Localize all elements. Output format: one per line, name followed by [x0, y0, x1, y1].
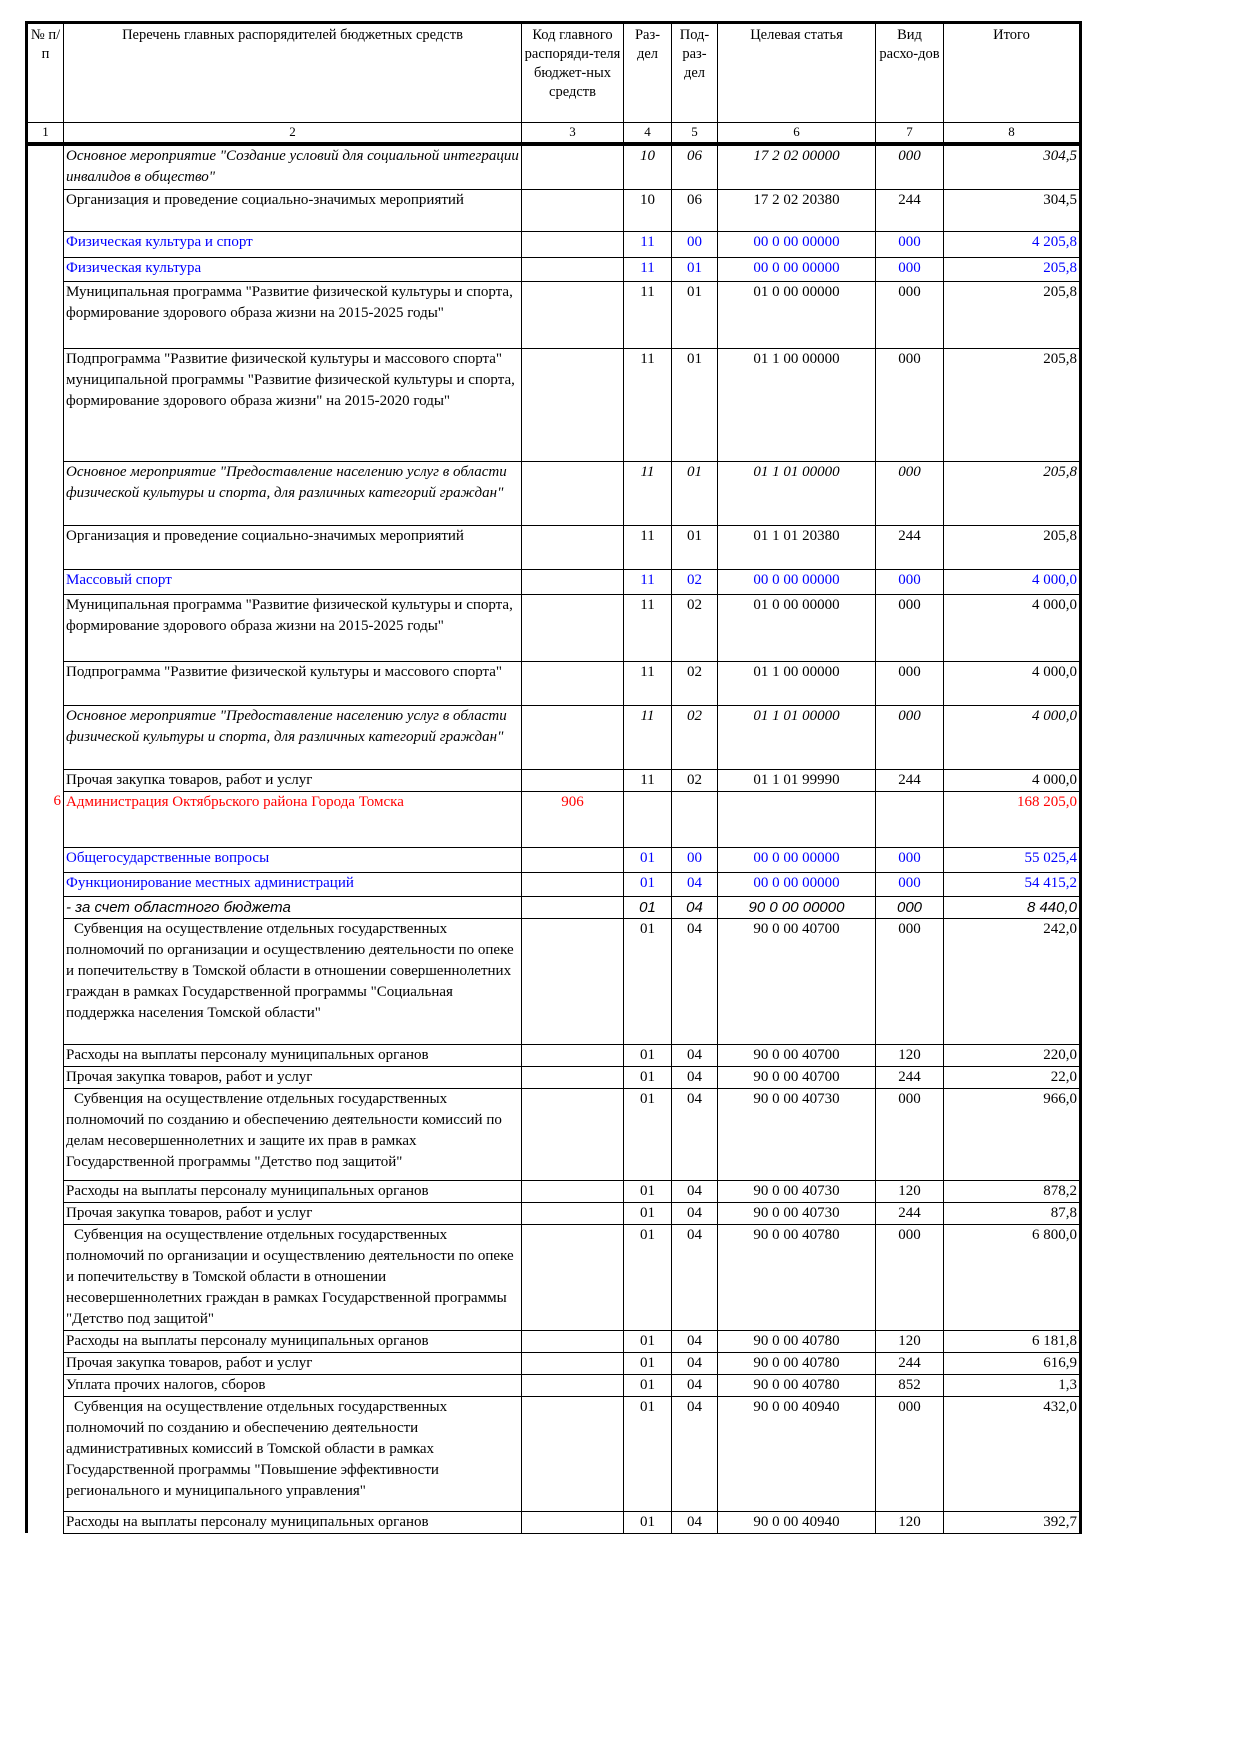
row-vid: 244: [876, 189, 944, 231]
row-razdel: 01: [624, 1224, 672, 1330]
row-number: [27, 461, 64, 525]
row-vid: 000: [876, 918, 944, 1044]
table-row: [27, 1088, 1081, 1180]
row-podrazdel: 06: [672, 144, 718, 189]
row-vid: 120: [876, 1044, 944, 1066]
row-razdel: 01: [624, 1511, 672, 1533]
row-razdel: 01: [624, 872, 672, 896]
row-podrazdel: 04: [672, 1066, 718, 1088]
row-razdel: 11: [624, 257, 672, 281]
row-code: [522, 525, 624, 569]
row-total: 1,3: [944, 1374, 1081, 1396]
row-target: 90 0 00 40780: [718, 1352, 876, 1374]
table-row: [27, 769, 1081, 791]
row-target: 90 0 00 40700: [718, 1044, 876, 1066]
row-razdel: 10: [624, 189, 672, 231]
row-total: 4 000,0: [944, 705, 1081, 769]
row-podrazdel: 04: [672, 1180, 718, 1202]
row-code: [522, 1396, 624, 1511]
row-code: [522, 461, 624, 525]
row-name: Администрация Октябрьского района Города Томска: [64, 791, 522, 847]
row-target: [718, 791, 876, 847]
row-vid: 120: [876, 1330, 944, 1352]
row-vid: 852: [876, 1374, 944, 1396]
row-name: Субвенция на осуществление отдельных государственных полномочий по организации и осуществлению деятельности по опеке и попечительству в Томской области в отношении несовершеннолетних граждан в рамках Государственной программы "Детство под защитой": [64, 1224, 522, 1330]
row-razdel: 11: [624, 525, 672, 569]
table-row: [27, 661, 1081, 705]
column-number: 6: [718, 123, 876, 145]
row-vid: 000: [876, 348, 944, 461]
row-podrazdel: 01: [672, 257, 718, 281]
row-target: 01 0 00 00000: [718, 281, 876, 348]
row-target: 90 0 00 40730: [718, 1202, 876, 1224]
row-total: 54 415,2: [944, 872, 1081, 896]
table-row: [27, 569, 1081, 594]
row-number: [27, 661, 64, 705]
row-name: Подпрограмма "Развитие физической культуры и массового спорта" муниципальной программы "Развитие физической культуры и спорта, формирование здорового образа жизни" на 2015-2020 годы": [64, 348, 522, 461]
row-total: 205,8: [944, 257, 1081, 281]
row-total: 4 000,0: [944, 569, 1081, 594]
row-target: 00 0 00 00000: [718, 569, 876, 594]
row-target: 90 0 00 40940: [718, 1396, 876, 1511]
column-number-row: [27, 123, 1081, 145]
row-total: 8 440,0: [944, 896, 1081, 918]
row-number: [27, 144, 64, 189]
row-podrazdel: 06: [672, 189, 718, 231]
table-row: [27, 896, 1081, 918]
row-name: Субвенция на осуществление отдельных государственных полномочий по организации и осуществлению деятельности по опеке и попечительству в Томской области в отношении совершеннолетних граждан в рамках Государственной программы "Социальная поддержка населения Томской области": [64, 918, 522, 1044]
row-name: Массовый спорт: [64, 569, 522, 594]
row-code: [522, 1224, 624, 1330]
row-number: [27, 1396, 64, 1511]
row-target: 90 0 00 40780: [718, 1224, 876, 1330]
row-number: [27, 1180, 64, 1202]
row-target: 17 2 02 20380: [718, 189, 876, 231]
row-code: [522, 144, 624, 189]
row-podrazdel: 00: [672, 847, 718, 872]
table-row: [27, 348, 1081, 461]
row-razdel: 01: [624, 896, 672, 918]
row-vid: 120: [876, 1180, 944, 1202]
row-vid: 000: [876, 1224, 944, 1330]
row-razdel: 01: [624, 1374, 672, 1396]
column-number: 4: [624, 123, 672, 145]
row-number: [27, 231, 64, 257]
row-total: 432,0: [944, 1396, 1081, 1511]
row-name: Организация и проведение социально-значимых мероприятий: [64, 525, 522, 569]
row-number: [27, 1044, 64, 1066]
column-number: 7: [876, 123, 944, 145]
table-row: [27, 189, 1081, 231]
row-podrazdel: 04: [672, 872, 718, 896]
row-code: [522, 1180, 624, 1202]
row-number: [27, 189, 64, 231]
row-name: Организация и проведение социально-значимых мероприятий: [64, 189, 522, 231]
row-number: [27, 569, 64, 594]
row-name: Муниципальная программа "Развитие физической культуры и спорта, формирование здорового образа жизни на 2015-2025 годы": [64, 281, 522, 348]
row-number: [27, 1374, 64, 1396]
row-target: 00 0 00 00000: [718, 872, 876, 896]
row-target: 01 1 00 00000: [718, 661, 876, 705]
row-number: [27, 1511, 64, 1533]
row-name: Муниципальная программа "Развитие физической культуры и спорта, формирование здорового образа жизни на 2015-2025 годы": [64, 594, 522, 661]
row-podrazdel: [672, 791, 718, 847]
table-row: [27, 791, 1081, 847]
row-podrazdel: 04: [672, 1044, 718, 1066]
row-code: [522, 1066, 624, 1088]
row-vid: 000: [876, 896, 944, 918]
row-vid: 000: [876, 661, 944, 705]
row-vid: 120: [876, 1511, 944, 1533]
row-target: 01 1 01 20380: [718, 525, 876, 569]
row-podrazdel: 01: [672, 525, 718, 569]
row-total: 220,0: [944, 1044, 1081, 1066]
table-row: [27, 705, 1081, 769]
table-row: [27, 1330, 1081, 1352]
row-total: 6 800,0: [944, 1224, 1081, 1330]
header-vid: Вид расхо-дов: [876, 23, 944, 123]
column-number: 3: [522, 123, 624, 145]
row-total: 168 205,0: [944, 791, 1081, 847]
table-header: [27, 23, 1081, 145]
row-code: 906: [522, 791, 624, 847]
column-number: 5: [672, 123, 718, 145]
table-row: [27, 1044, 1081, 1066]
row-name: Субвенция на осуществление отдельных государственных полномочий по созданию и обеспечению деятельности административных комиссий в Томской области в рамках Государственной программы "Повышение эффективности регионального и муниципального управления": [64, 1396, 522, 1511]
row-podrazdel: 02: [672, 705, 718, 769]
table-row: [27, 257, 1081, 281]
header-name: Перечень главных распорядителей бюджетных средств: [64, 23, 522, 123]
row-razdel: 01: [624, 1202, 672, 1224]
row-vid: 000: [876, 569, 944, 594]
row-razdel: 11: [624, 769, 672, 791]
row-podrazdel: 04: [672, 918, 718, 1044]
budget-table: [25, 21, 1082, 1534]
row-podrazdel: 02: [672, 661, 718, 705]
row-target: 01 1 01 99990: [718, 769, 876, 791]
row-razdel: 01: [624, 1066, 672, 1088]
table-row: [27, 1202, 1081, 1224]
row-number: [27, 847, 64, 872]
row-name: Расходы на выплаты персоналу муниципальных органов: [64, 1044, 522, 1066]
row-number: [27, 1088, 64, 1180]
row-razdel: 01: [624, 1396, 672, 1511]
row-razdel: 01: [624, 1330, 672, 1352]
row-code: [522, 569, 624, 594]
row-target: 90 0 00 40780: [718, 1374, 876, 1396]
table-body: [27, 144, 1081, 1533]
row-razdel: 11: [624, 348, 672, 461]
row-target: 90 0 00 40940: [718, 1511, 876, 1533]
row-code: [522, 1044, 624, 1066]
row-name: Расходы на выплаты персоналу муниципальных органов: [64, 1180, 522, 1202]
row-razdel: 11: [624, 281, 672, 348]
row-razdel: 11: [624, 461, 672, 525]
row-code: [522, 594, 624, 661]
row-target: 00 0 00 00000: [718, 231, 876, 257]
table-row: [27, 1396, 1081, 1511]
row-total: 4 000,0: [944, 769, 1081, 791]
row-name: Субвенция на осуществление отдельных государственных полномочий по созданию и обеспечению деятельности комиссий по делам несовершеннолетних и защите их прав в рамках Государственной программы "Детство под защитой": [64, 1088, 522, 1180]
table-row: [27, 1180, 1081, 1202]
row-podrazdel: 04: [672, 1352, 718, 1374]
row-razdel: 11: [624, 705, 672, 769]
row-razdel: 01: [624, 1180, 672, 1202]
row-code: [522, 918, 624, 1044]
row-podrazdel: 04: [672, 1374, 718, 1396]
column-number: 1: [27, 123, 64, 145]
row-name: Общегосударственные вопросы: [64, 847, 522, 872]
row-vid: 000: [876, 144, 944, 189]
row-code: [522, 189, 624, 231]
row-number: [27, 896, 64, 918]
row-target: 01 1 01 00000: [718, 461, 876, 525]
header-target: Целевая статья: [718, 23, 876, 123]
row-vid: 000: [876, 847, 944, 872]
row-vid: 244: [876, 1202, 944, 1224]
row-total: 6 181,8: [944, 1330, 1081, 1352]
header-row: [27, 23, 1081, 123]
row-name: Прочая закупка товаров, работ и услуг: [64, 1352, 522, 1374]
header-number: № п/п: [27, 23, 64, 123]
row-target: 90 0 00 40780: [718, 1330, 876, 1352]
table-row: [27, 1224, 1081, 1330]
row-total: 55 025,4: [944, 847, 1081, 872]
row-code: [522, 257, 624, 281]
row-razdel: 01: [624, 847, 672, 872]
row-total: 4 205,8: [944, 231, 1081, 257]
header-podrazdel: Под-раз-дел: [672, 23, 718, 123]
row-podrazdel: 04: [672, 1511, 718, 1533]
row-code: [522, 1374, 624, 1396]
row-podrazdel: 01: [672, 281, 718, 348]
row-razdel: [624, 791, 672, 847]
table-row: [27, 144, 1081, 189]
row-total: 304,5: [944, 144, 1081, 189]
table-row: [27, 231, 1081, 257]
row-code: [522, 348, 624, 461]
row-total: 205,8: [944, 461, 1081, 525]
row-total: 242,0: [944, 918, 1081, 1044]
row-razdel: 01: [624, 1088, 672, 1180]
row-name: Основное мероприятие "Предоставление населению услуг в области физической культуры и спорта, для различных категорий граждан": [64, 461, 522, 525]
row-total: 205,8: [944, 348, 1081, 461]
row-target: 17 2 02 00000: [718, 144, 876, 189]
table-row: [27, 1511, 1081, 1533]
row-vid: 000: [876, 872, 944, 896]
table-row: [27, 525, 1081, 569]
row-vid: 244: [876, 769, 944, 791]
table-row: [27, 1352, 1081, 1374]
column-number: 8: [944, 123, 1081, 145]
row-podrazdel: 02: [672, 594, 718, 661]
row-total: 616,9: [944, 1352, 1081, 1374]
row-target: 90 0 00 00000: [718, 896, 876, 918]
row-target: 00 0 00 00000: [718, 257, 876, 281]
row-number: [27, 1330, 64, 1352]
row-total: 878,2: [944, 1180, 1081, 1202]
row-podrazdel: 04: [672, 1396, 718, 1511]
row-number: [27, 348, 64, 461]
row-total: 4 000,0: [944, 661, 1081, 705]
row-name: Подпрограмма "Развитие физической культуры и массового спорта": [64, 661, 522, 705]
row-target: 00 0 00 00000: [718, 847, 876, 872]
row-code: [522, 1202, 624, 1224]
row-code: [522, 281, 624, 348]
row-vid: 000: [876, 1088, 944, 1180]
row-code: [522, 231, 624, 257]
row-number: [27, 281, 64, 348]
row-name: - за счет областного бюджета: [64, 896, 522, 918]
row-target: 01 0 00 00000: [718, 594, 876, 661]
row-total: 392,7: [944, 1511, 1081, 1533]
row-razdel: 11: [624, 569, 672, 594]
row-razdel: 01: [624, 1352, 672, 1374]
row-razdel: 11: [624, 231, 672, 257]
row-vid: 000: [876, 594, 944, 661]
table-row: [27, 847, 1081, 872]
row-name: Прочая закупка товаров, работ и услуг: [64, 769, 522, 791]
row-number: [27, 257, 64, 281]
row-number: [27, 1066, 64, 1088]
row-vid: 000: [876, 461, 944, 525]
row-razdel: 11: [624, 594, 672, 661]
row-name: Расходы на выплаты персоналу муниципальных органов: [64, 1511, 522, 1533]
row-vid: 000: [876, 281, 944, 348]
row-podrazdel: 04: [672, 1202, 718, 1224]
table-row: [27, 872, 1081, 896]
row-code: [522, 896, 624, 918]
row-razdel: 01: [624, 1044, 672, 1066]
row-podrazdel: 04: [672, 1224, 718, 1330]
row-code: [522, 769, 624, 791]
table-row: [27, 594, 1081, 661]
row-name: Физическая культура и спорт: [64, 231, 522, 257]
table-row: [27, 918, 1081, 1044]
row-vid: 244: [876, 1352, 944, 1374]
row-name: Расходы на выплаты персоналу муниципальных органов: [64, 1330, 522, 1352]
row-podrazdel: 04: [672, 896, 718, 918]
table-row: [27, 1374, 1081, 1396]
row-podrazdel: 01: [672, 348, 718, 461]
row-code: [522, 1330, 624, 1352]
row-number: [27, 594, 64, 661]
row-vid: 000: [876, 705, 944, 769]
header-total: Итого: [944, 23, 1081, 123]
row-name: Функционирование местных администраций: [64, 872, 522, 896]
row-vid: 000: [876, 1396, 944, 1511]
row-vid: [876, 791, 944, 847]
row-name: Физическая культура: [64, 257, 522, 281]
row-total: 4 000,0: [944, 594, 1081, 661]
column-number: 2: [64, 123, 522, 145]
row-vid: 000: [876, 257, 944, 281]
row-total: 966,0: [944, 1088, 1081, 1180]
row-target: 90 0 00 40700: [718, 918, 876, 1044]
row-number: [27, 1224, 64, 1330]
row-number: [27, 769, 64, 791]
row-number: [27, 1352, 64, 1374]
row-podrazdel: 04: [672, 1330, 718, 1352]
header-code: Код главного распоряди-теля бюджет-ных средств: [522, 23, 624, 123]
row-number: [27, 918, 64, 1044]
row-razdel: 01: [624, 918, 672, 1044]
row-podrazdel: 00: [672, 231, 718, 257]
row-podrazdel: 01: [672, 461, 718, 525]
row-number: [27, 872, 64, 896]
row-code: [522, 661, 624, 705]
table-row: [27, 461, 1081, 525]
row-number: 6: [27, 791, 64, 847]
row-code: [522, 1352, 624, 1374]
table-row: [27, 1066, 1081, 1088]
row-name: Прочая закупка товаров, работ и услуг: [64, 1066, 522, 1088]
row-target: 90 0 00 40730: [718, 1088, 876, 1180]
row-code: [522, 1511, 624, 1533]
row-code: [522, 847, 624, 872]
row-target: 90 0 00 40730: [718, 1180, 876, 1202]
table-row: [27, 281, 1081, 348]
row-vid: 000: [876, 231, 944, 257]
row-total: 22,0: [944, 1066, 1081, 1088]
row-razdel: 10: [624, 144, 672, 189]
row-vid: 244: [876, 1066, 944, 1088]
row-vid: 244: [876, 525, 944, 569]
row-code: [522, 705, 624, 769]
row-target: 90 0 00 40700: [718, 1066, 876, 1088]
row-target: 01 1 01 00000: [718, 705, 876, 769]
row-number: [27, 1202, 64, 1224]
row-total: 205,8: [944, 281, 1081, 348]
row-code: [522, 872, 624, 896]
row-name: Прочая закупка товаров, работ и услуг: [64, 1202, 522, 1224]
row-name: Уплата прочих налогов, сборов: [64, 1374, 522, 1396]
row-total: 87,8: [944, 1202, 1081, 1224]
row-podrazdel: 02: [672, 769, 718, 791]
row-razdel: 11: [624, 661, 672, 705]
row-total: 205,8: [944, 525, 1081, 569]
row-total: 304,5: [944, 189, 1081, 231]
header-razdel: Раз-дел: [624, 23, 672, 123]
row-number: [27, 525, 64, 569]
row-podrazdel: 02: [672, 569, 718, 594]
row-target: 01 1 00 00000: [718, 348, 876, 461]
row-name: Основное мероприятие "Предоставление населению услуг в области физической культуры и спорта, для различных категорий граждан": [64, 705, 522, 769]
row-number: [27, 705, 64, 769]
row-podrazdel: 04: [672, 1088, 718, 1180]
row-code: [522, 1088, 624, 1180]
row-name: Основное мероприятие "Создание условий для социальной интеграции инвалидов в общество": [64, 144, 522, 189]
